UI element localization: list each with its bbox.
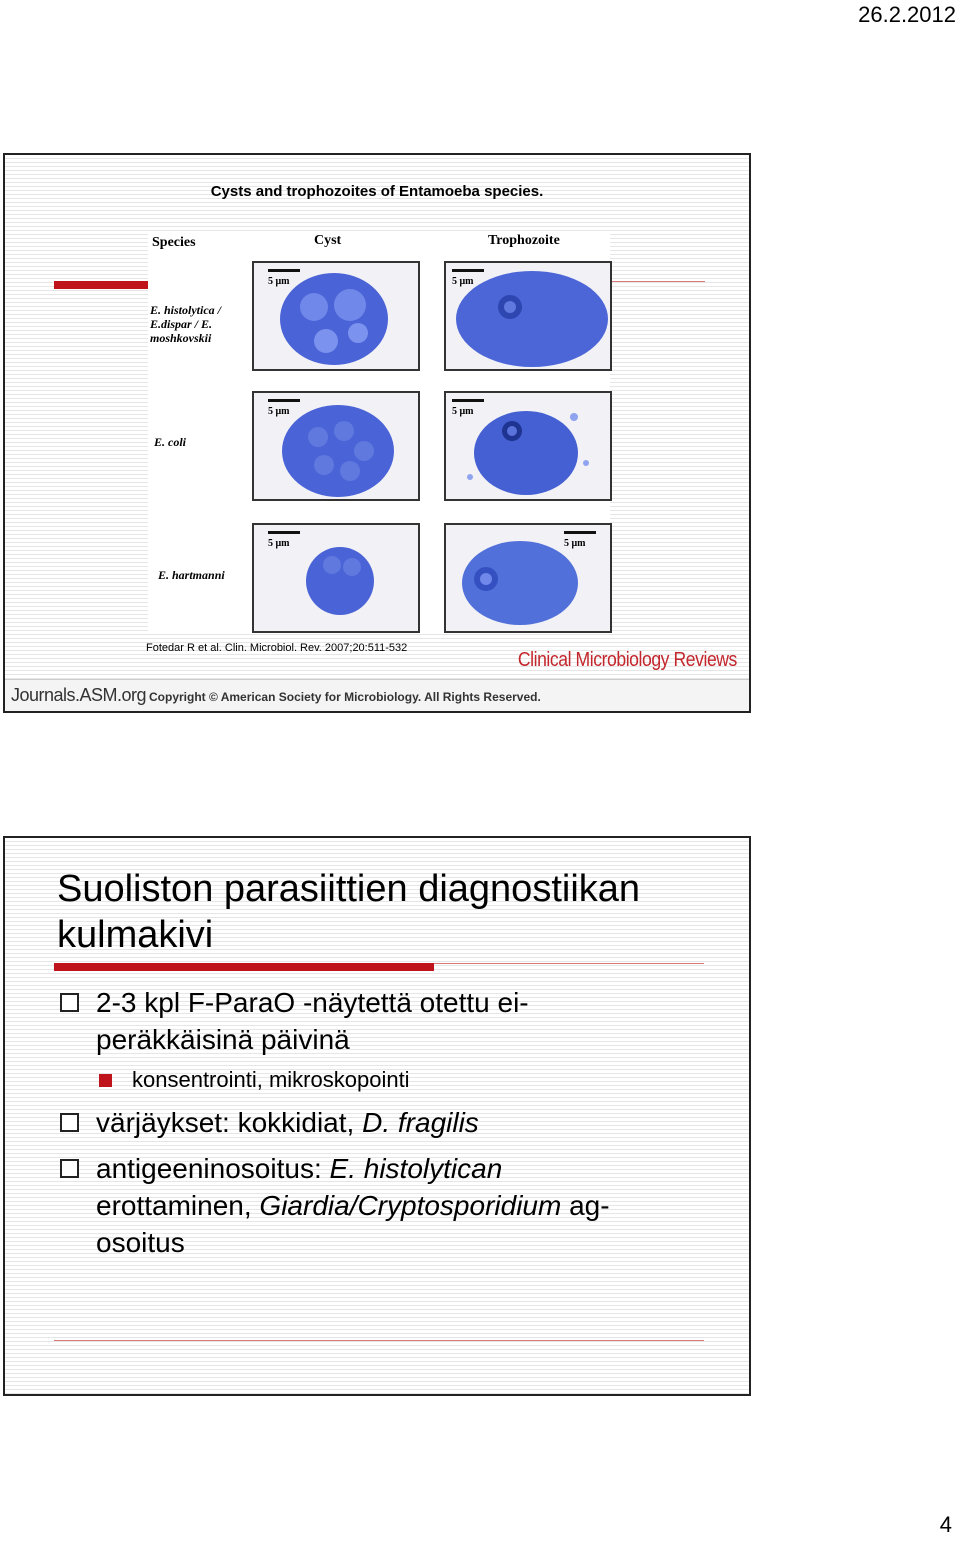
title-accent-line bbox=[605, 281, 705, 282]
asm-footer bbox=[5, 679, 749, 712]
species-label-coli: E. coli bbox=[154, 435, 186, 449]
micrograph-hartmanni-trophozoite: 5 μm bbox=[444, 523, 612, 633]
column-header-trophozoite: Trophozoite bbox=[488, 233, 560, 248]
subbullet-methods: konsentrointi, mikroskopointi bbox=[99, 1065, 410, 1095]
entamoeba-figure bbox=[148, 233, 610, 633]
bullet-antigen: antigeeninosoitus: E. histolytican erottaminen, Giardia/Cryptosporidium ag- osoitus bbox=[60, 1150, 720, 1261]
filled-square-bullet-icon bbox=[99, 1074, 112, 1087]
figure-citation: Fotedar R et al. Clin. Microbiol. Rev. 2007;20:511-532 bbox=[146, 642, 408, 654]
micrograph-histolytica-cyst: 5 μm bbox=[252, 261, 420, 371]
figure-caption: Cysts and trophozoites of Entamoeba species. bbox=[210, 183, 544, 200]
asm-copyright: Copyright © American Society for Microbiology. All Rights Reserved. bbox=[149, 690, 541, 704]
title-accent-line bbox=[434, 963, 704, 964]
micrograph-coli-cyst: 5 μm bbox=[252, 391, 420, 501]
bullet-samples: 2-3 kpl F-ParaO -näytettä otettu ei- peräkkäisinä päivinä bbox=[60, 984, 720, 1058]
micrograph-hartmanni-cyst: 5 μm bbox=[252, 523, 420, 633]
slide-title: Suoliston parasiittien diagnostiikan kulmakivi bbox=[57, 868, 641, 956]
species-label-histolytica: E. histolytica / E.dispar / E. moshkovskii bbox=[150, 303, 222, 345]
asm-logo: Journals.ASM.org bbox=[11, 685, 147, 705]
column-header-cyst: Cyst bbox=[314, 233, 342, 248]
bullet-stains: värjäykset: kokkidiat, D. fragilis bbox=[60, 1104, 720, 1141]
title-accent-bar bbox=[54, 963, 434, 971]
hollow-square-bullet-icon bbox=[60, 993, 79, 1012]
slide-diagnostics bbox=[3, 836, 751, 1396]
species-label-hartmanni: E. hartmanni bbox=[158, 568, 225, 582]
column-header-species: Species bbox=[152, 235, 196, 250]
page-number: 4 bbox=[939, 1512, 952, 1537]
micrograph-coli-trophozoite: 5 μm bbox=[444, 391, 612, 501]
micrograph-histolytica-trophozoite: 5 μm bbox=[444, 261, 612, 371]
page-date: 26.2.2012 bbox=[858, 2, 956, 27]
slide-figure bbox=[3, 153, 751, 713]
journal-name: Clinical Microbiology Reviews bbox=[517, 649, 737, 671]
footer-line bbox=[54, 1340, 704, 1341]
title-accent-bar bbox=[54, 281, 154, 289]
hollow-square-bullet-icon bbox=[60, 1159, 79, 1178]
hollow-square-bullet-icon bbox=[60, 1113, 79, 1132]
